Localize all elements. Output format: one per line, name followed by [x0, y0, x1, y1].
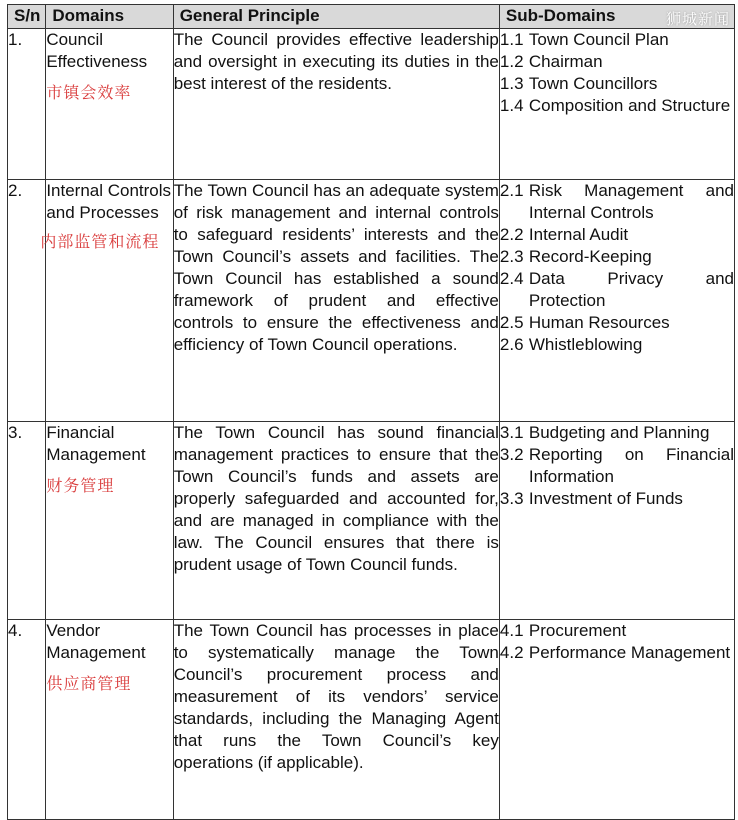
sub-domain-number: 4.1 — [499, 621, 524, 640]
row-sn: 4. — [8, 620, 46, 820]
row-domain — [46, 29, 173, 180]
sub-domain-number: 1.1 — [499, 30, 524, 49]
sub-domain-text: Human Resources — [528, 313, 670, 332]
sub-domain-number: 3.1 — [499, 423, 524, 442]
sub-domain-number: 2.5 — [499, 313, 524, 332]
sub-domain-text: Town Councillors — [528, 74, 658, 93]
sub-domain-text: Chairman — [528, 52, 603, 71]
sub-domain-text: Risk Management and Internal Controls — [528, 181, 734, 222]
domain-name: Internal Controls and Processes — [46, 181, 172, 222]
sub-domain-text: Budgeting and Planning — [528, 423, 710, 442]
sub-domain-item — [500, 312, 734, 334]
sub-domain-text: Performance Management — [528, 643, 731, 662]
table-row — [8, 620, 735, 820]
header-row — [8, 5, 735, 29]
sub-domain-item — [500, 224, 734, 246]
sub-domain-number: 2.4 — [499, 269, 524, 288]
row-principle: The Council provides effective leadership and oversight in executing its duties in the best interest of the residents. — [173, 29, 499, 180]
row-principle: The Town Council has processes in place to systematically manage the Town Council’s procurement process and measurement of its vendors’ service standards, including the Managing Agent that runs the Town Council’s key operations (if applicable). — [173, 620, 499, 820]
sub-domain-text: Investment of Funds — [528, 489, 683, 508]
header-general-principle: General Principle — [173, 5, 499, 29]
sub-domain-item — [500, 422, 734, 444]
header-sub-domains: Sub-Domains — [499, 5, 734, 29]
sub-domain-number: 1.4 — [499, 96, 524, 115]
sub-domain-item — [500, 51, 734, 73]
row-sub-domains — [499, 29, 734, 180]
sub-domain-number: 1.2 — [499, 52, 524, 71]
sub-domain-item — [500, 180, 734, 224]
sub-domain-item — [500, 642, 734, 664]
row-principle: The Town Council has an adequate system of risk management and internal controls to safeguard residents’ interests and the Town Council’s assets and facilities. The Town Council has established a sound framework of prudent and effective controls to ensure the effectiveness and efficiency of Town Council operations. — [173, 180, 499, 422]
sub-domain-text: Reporting on Financial Information — [528, 445, 734, 486]
sub-domain-item — [500, 29, 734, 51]
row-sub-domains — [499, 620, 734, 820]
table-row — [8, 180, 735, 422]
row-sn: 1. — [8, 29, 46, 180]
sub-domain-number: 3.3 — [499, 489, 524, 508]
sub-domain-item — [500, 95, 734, 117]
row-domain — [46, 422, 173, 620]
sub-domain-text: Data Privacy and Protection — [528, 269, 734, 310]
sub-domain-number: 3.2 — [499, 445, 524, 464]
row-principle: The Town Council has sound financial management practices to ensure that the Town Council’s funds and assets are properly safeguarded and accounted for, and are managed in compliance with the law. The Council ensures that there is prudent usage of Town Council funds. — [173, 422, 499, 620]
sub-domain-number: 2.1 — [499, 181, 524, 200]
domain-name-chinese: 供应商管理 — [46, 676, 132, 693]
domain-name-chinese: 财务管理 — [46, 478, 115, 495]
sub-domain-text: Composition and Structure — [528, 96, 731, 115]
row-domain — [40, 180, 173, 422]
header-domains: Domains — [46, 5, 173, 29]
sub-domain-number: 1.3 — [499, 74, 524, 93]
row-sn: 2. — [8, 180, 46, 422]
domain-name: Council Effectiveness — [46, 30, 148, 71]
sub-domain-text: Internal Audit — [528, 225, 629, 244]
sub-domain-number: 4.2 — [499, 643, 524, 662]
sub-domain-text: Procurement — [528, 621, 627, 640]
sub-domain-text: Town Council Plan — [528, 30, 669, 49]
domain-name-chinese: 市镇会效率 — [46, 85, 132, 102]
sub-domain-number: 2.6 — [499, 335, 524, 354]
row-sn: 3. — [8, 422, 46, 620]
sub-domain-number: 2.2 — [499, 225, 524, 244]
domains-table — [7, 4, 735, 820]
domain-name-chinese: 内部监管和流程 — [40, 234, 160, 251]
sub-domain-item — [500, 620, 734, 642]
row-sub-domains — [499, 422, 734, 620]
domain-name: Financial Management — [46, 423, 146, 464]
sub-domain-item — [500, 488, 734, 510]
sub-domain-item — [500, 444, 734, 488]
sub-domain-item — [500, 73, 734, 95]
sub-domain-item — [500, 246, 734, 268]
watermark: 狮城新闻 — [665, 11, 730, 28]
table-row — [8, 422, 735, 620]
sub-domain-item — [500, 334, 734, 356]
domain-name: Vendor Management — [46, 621, 146, 662]
sub-domain-item — [500, 268, 734, 312]
row-sub-domains — [499, 180, 734, 422]
header-sn: S/n — [8, 5, 46, 29]
sub-domain-text: Record-Keeping — [528, 247, 652, 266]
row-domain — [46, 620, 173, 820]
table-row — [8, 29, 735, 180]
sub-domain-text: Whistleblowing — [528, 335, 643, 354]
sub-domain-number: 2.3 — [499, 247, 524, 266]
